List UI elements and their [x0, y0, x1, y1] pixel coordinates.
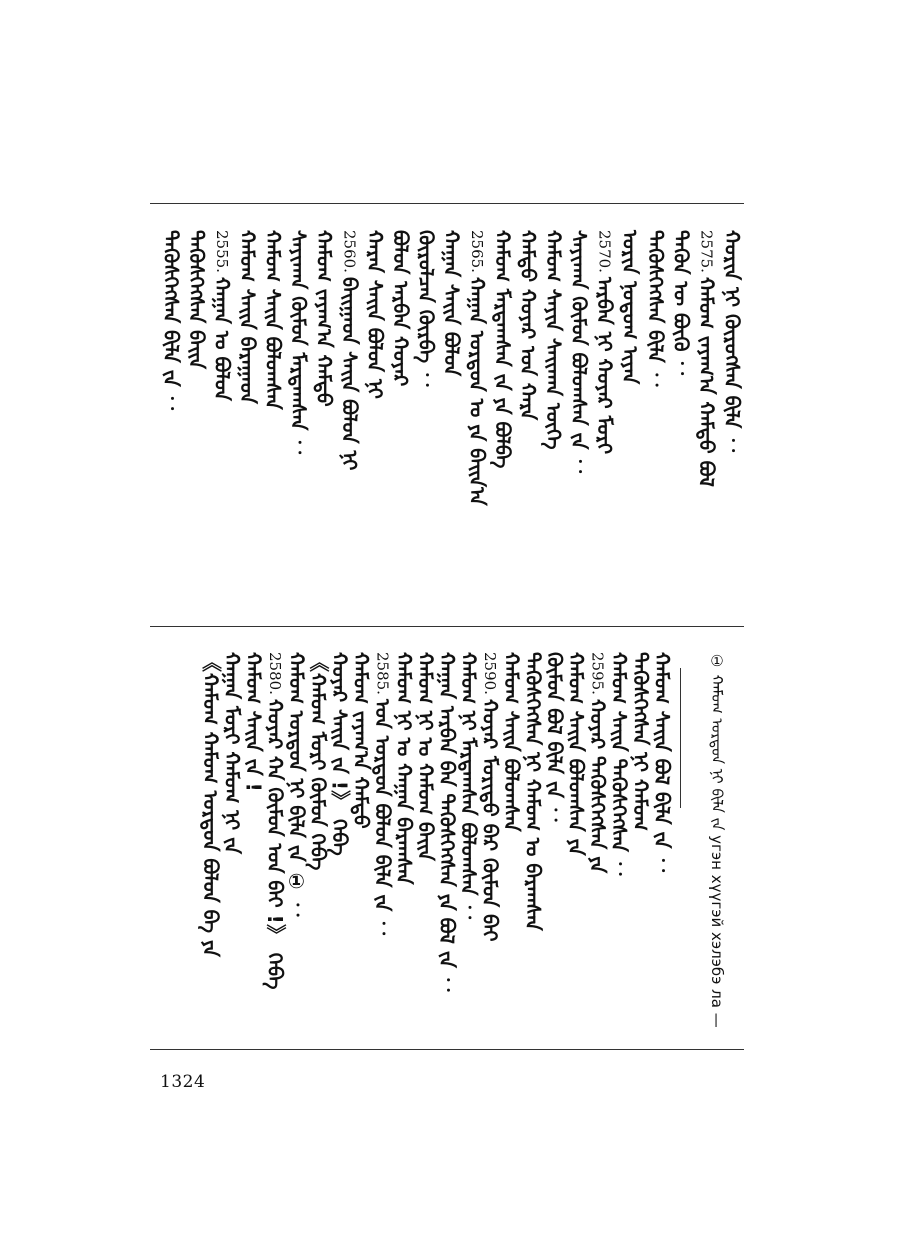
verse-text: ᠬᠠᠭᠠᠨ ᠣᠷᠳᠣᠨ ᠤ ᠶᠠ ᠪᠠᠢᠨ᠎ᠠ	[465, 276, 489, 506]
verse-text: ᠰᠠᠶᠢᠬᠠᠨ ᠬᠦᠮᠦᠨ ᠮᠠᠷᠲᠠᠭᠰᠠᠨ ︰	[286, 230, 311, 458]
verse-text: ᠬᠠᠮᠤᠭ ᠣᠷᠳᠣᠨ ᠨᠢ ᠪᠢᠯᠡ ᠵᠡ ① ︰	[284, 652, 309, 920]
mid-verse-line	[650, 652, 674, 875]
verse-text: ᠬᠠᠮᠤᠭ ᠨᠢ ᠤ ᠬᠠᠮᠤᠭ ᠪᠠᠢᠨ	[413, 652, 438, 861]
mid-verse-line	[328, 652, 352, 856]
top-verse-line	[312, 230, 336, 407]
verse-text: ᠬᠠᠭᠠᠨ ᠠᠷᠪᠠᠨ ᠪᠠᠨ ᠲᠡᠭᠦᠰᠬᠡᠭᠰᠡᠨ ᠶᠠ ᠪᠣᠯ ᠵᠡ ︰	[435, 652, 459, 995]
verse-text: ᠬᠠᠮᠤᠭ ᠰᠠᠢᠨ ᠪᠠᠷᠠᠭᠠᠳ	[235, 230, 260, 404]
verse-text: ᠲᠡᠭᠦᠰᠬᠡᠭᠰᠡᠨ ᠪᠠᠢᠨ	[184, 230, 209, 370]
verse-text: ᠣᠷᠢᠨ ᠨᠤᠲᠤᠭ ᠢᠶᠡᠨ	[618, 230, 642, 385]
verse-text: ᠲᠡᠭᠦᠨ ᠦ ᠪᠦᠬᠦ ︰	[669, 230, 693, 379]
mid-verse-line	[521, 652, 545, 931]
top-verse-line	[159, 230, 183, 414]
top-verse-line	[236, 230, 260, 404]
top-verse-line	[287, 230, 311, 457]
top-verse-block	[150, 230, 744, 600]
top-rule	[150, 203, 744, 204]
top-verse-line	[720, 230, 744, 455]
mid-verse-line	[586, 652, 610, 873]
top-verse-line	[363, 230, 387, 399]
mid-verse-line	[564, 652, 588, 856]
mid-verse-line	[478, 652, 502, 941]
mid-verse-line	[435, 652, 459, 995]
verse-text: ᠬᠠᠮᠤᠭ ᠨᠢ ᠤ ᠬᠠᠭᠠᠨ ᠪᠠᠷᠠᠭᠰᠠᠨ	[392, 652, 416, 885]
footnote-text: ᠬᠠᠮᠤᠭ ᠣᠷᠳᠣᠨ ᠨᠢ ᠪᠢᠯᠡ ᠵᠡ	[708, 674, 726, 831]
top-verse-line	[414, 230, 438, 390]
mid-verse-line	[199, 652, 223, 957]
line-number: 2575.	[697, 230, 716, 273]
mid-verse-line	[263, 652, 287, 989]
top-verse-line	[542, 230, 566, 450]
top-verse-line	[491, 230, 515, 468]
line-number: 2570.	[595, 230, 614, 273]
top-verse-line	[644, 230, 668, 390]
mid-verse-line	[457, 652, 481, 922]
top-verse-line	[389, 230, 413, 386]
verse-text: ᠬᠠᠮᠤᠭ ᠵᠠᠶᠠᠭ᠎ᠠ ᠬᠠᠮᠲᠤ	[349, 652, 373, 829]
top-verse-line	[440, 230, 464, 376]
top-verse-line	[516, 230, 540, 420]
line-number: 2560.	[340, 230, 359, 273]
top-verse-line	[669, 230, 693, 379]
verse-text: ᠬᠠᠮᠤᠭ ᠰᠠᠢᠨ ᠪᠣᠯᠤᠭᠰᠠᠨ	[499, 652, 524, 832]
verse-text: 《ᠬᠠᠮᠤᠭ ᠬᠠᠮᠤᠭ ᠣᠷᠳᠣᠨ ᠪᠣᠯᠤᠨ ᠪᠠ ᠶᠠ	[198, 652, 223, 957]
verse-text: ᠪᠠᠢᠭᠠᠳ ᠰᠠᠢᠨ ᠪᠣᠯᠤᠨ ᠨᠢ	[337, 276, 362, 471]
mid-verse-line	[349, 652, 373, 829]
verse-text: ᠠᠷᠪᠠᠨ ᠨᠢ ᠬᠣᠶᠠᠷ ᠮᠣᠷᠢ	[592, 276, 617, 455]
top-verse-line	[185, 230, 209, 369]
top-verse-line	[210, 230, 234, 401]
verse-text: ᠬᠠᠭᠠᠨ ᠮᠣᠷᠢ ᠬᠠᠮᠤᠭ ᠨᠢ ᠵᠠ	[220, 652, 244, 855]
verse-text: ᠬᠠᠮᠤᠭ ᠵᠠᠶᠠᠭ᠎ᠠ ᠬᠠᠮᠲᠤ ᠪᠣᠯ	[694, 276, 719, 487]
top-verse-line	[695, 230, 719, 487]
verse-text: ᠬᠠᠮᠤᠭ ᠰᠠᠶᠢᠨ ᠰᠠᠢᠬᠠᠨ ᠦᠭᠡ	[541, 230, 566, 450]
line-number: 2595.	[588, 652, 607, 695]
verse-text: ᠬᠠᠮᠤᠭ ᠰᠠᠢᠨ ᠪᠣᠯ ᠪᠢᠯᠡ ᠵᠡ ︰	[650, 652, 674, 876]
mid-verse-line	[607, 652, 631, 879]
verse-text: ᠬᠠᠮᠤᠭ ᠰᠠᠢᠨ ᠵᠡ !	[241, 652, 266, 792]
middle-verse-block	[150, 652, 744, 1022]
verse-text: ᠬᠣᠷᠢᠨ ᠨᠢ ᠬᠦᠷᠦᠭᠰᠡᠨ ᠪᠢᠯᠡ ︰	[720, 230, 744, 456]
mid-verse-line	[392, 652, 416, 885]
verse-text: ᠬᠠᠮᠤᠭ ᠨᠢ ᠮᠠᠷᠲᠠᠭᠰᠠᠨ ᠪᠣᠯᠤᠭᠰᠠᠨ ︰	[456, 652, 481, 923]
verse-text: ᠰᠠᠶᠢᠬᠠᠨ ᠬᠦᠮᠦᠨ ᠪᠣᠯᠤᠭᠰᠠᠨ ᠵᠡ ︰	[567, 230, 591, 477]
verse-text: ᠬᠠᠮᠤᠭ ᠰᠠᠢᠨ ᠲᠡᠭᠦᠰᠬᠡᠭᠰᠡᠨ ︰	[607, 652, 631, 879]
verse-text: 《ᠬᠠᠮᠤᠭ ᠮᠣᠷᠢ ᠬᠦᠮᠦᠨ ᠭᠡᠪᠡ	[306, 652, 330, 871]
verse-text: ᠬᠠᠭᠠᠨ ᠰᠠᠢᠨ ᠪᠣᠯᠤᠨ	[439, 230, 464, 377]
verse-text: ᠲᠡᠭᠦᠰᠬᠡᠭᠰᠡᠨ ᠪᠢᠯᠡ ︰	[643, 230, 668, 390]
mid-verse-line	[242, 652, 266, 792]
page-number: 1324	[160, 1072, 206, 1092]
top-verse-line	[567, 230, 591, 476]
line-number: 2585.	[373, 652, 392, 695]
verse-text: ᠤᠨ ᠣᠷᠳᠣᠨ ᠪᠣᠯᠤᠨ ᠪᠢᠯᠡ ᠵᠡ ︰	[370, 698, 395, 939]
line-number: 2565.	[468, 230, 486, 273]
top-verse-line	[618, 230, 642, 384]
middle-rule	[150, 626, 744, 627]
footnote	[707, 652, 727, 1028]
verse-text: ᠬᠦᠮᠦᠨ ᠪᠣᠯ ᠪᠢᠯᠡ ᠵᠡ ︰	[542, 652, 567, 825]
footnote-separator	[680, 668, 681, 808]
verse-text: ᠲᠡᠭᠦᠰᠬᠡᠭᠰᠡᠨ ᠨᠢ ᠬᠠᠮᠤᠭ	[628, 652, 653, 831]
footnote-marker: ①	[708, 652, 726, 670]
mid-verse-line	[500, 652, 524, 832]
mid-verse-line	[285, 652, 309, 920]
verse-text: ᠬᠠᠮᠤᠭ ᠰᠠᠢᠨ ᠪᠣᠯᠤᠭᠰᠠᠨ	[261, 230, 285, 410]
verse-text: ᠪᠣᠯᠤᠨ ᠠᠷᠪᠠᠨ ᠬᠣᠶᠠᠷ	[388, 230, 413, 387]
footnote-cyrillic: угэн хүүгэй хэлэбэ ла —	[708, 835, 726, 1028]
verse-text: ᠬᠠᠷᠠᠨ ᠰᠠᠢᠨ ᠪᠣᠯᠤᠨ ᠨᠢ	[363, 230, 387, 399]
verse-text: ᠬᠣᠶᠠᠷ ᠬᠠ ᠬᠦᠮᠦᠨ ᠤᠨ ᠪᠠᠢ !》 ᠭᠡᠪᠡ	[263, 698, 287, 990]
bottom-rule	[150, 1049, 744, 1050]
top-verse-line	[465, 230, 489, 506]
verse-text: ᠬᠣᠶᠠᠷ ᠰᠠᠢᠨ ᠵᠠ !》 ᠭᠡᠪᠡ	[327, 652, 352, 856]
verse-text: ᠬᠣᠶᠠᠷ ᠮᠣᠷᠢᠲᠤ ᠪᠠᠷ ᠬᠦᠮᠦᠨ ᠪᠠᠢ	[478, 698, 502, 942]
verse-text: ᠬᠠᠭᠠᠨ ᠤ ᠪᠣᠯᠤᠨ	[210, 276, 234, 401]
mid-verse-line	[629, 652, 653, 831]
mid-verse-line	[220, 652, 244, 854]
top-verse-line	[338, 230, 362, 470]
mid-verse-line	[371, 652, 395, 938]
line-number: 2555.	[213, 230, 231, 273]
verse-text: ᠬᠠᠮᠤᠭ ᠰᠠᠢᠨ ᠪᠣᠯᠤᠭᠰᠠᠨ ᠶᠠ	[564, 652, 588, 856]
mid-verse-line	[414, 652, 438, 861]
line-number: 2590.	[481, 652, 499, 695]
verse-text: ᠬᠦᠷᠦᠯᠴᠡᠨ ᠬᠦᠷᠪᠡ ︰	[414, 230, 438, 391]
verse-text: ᠬᠠᠮᠲᠤ ᠬᠣᠶᠠᠷ ᠤᠨ ᠬᠠᠷᠠ	[516, 230, 540, 421]
verse-text: ᠲᠡᠭᠦᠰᠬᠡᠭᠰᠡᠨ ᠪᠢᠯᠡ ᠵᠡ ︰	[159, 230, 183, 414]
mid-verse-line	[306, 652, 330, 870]
verse-text: ᠲᠡᠭᠦᠰᠬᠡᠭᠰᠡᠨ ᠨᠢ ᠬᠠᠮᠤᠭ ᠤ ᠪᠠᠷᠠᠭᠰᠠᠨ	[521, 652, 545, 931]
line-number: 2580.	[266, 652, 284, 695]
verse-text: ᠬᠠᠮᠤᠭ ᠮᠠᠷᠲᠠᠭᠰᠠᠨ ᠵᠠ ᠶᠠ ᠪᠣᠯᠪᠠ	[490, 230, 515, 469]
top-verse-line	[261, 230, 285, 410]
verse-text: ᠬᠣᠶᠠᠷ ᠲᠡᠭᠦᠰᠬᠡᠭᠰᠡᠨ ᠶᠠ	[585, 698, 610, 874]
top-verse-line	[593, 230, 617, 454]
mid-verse-line	[543, 652, 567, 825]
verse-text: ᠬᠠᠮᠤᠭ ᠵᠠᠶᠠᠭ᠎ᠠ ᠬᠠᠮᠲᠤ	[312, 230, 336, 407]
